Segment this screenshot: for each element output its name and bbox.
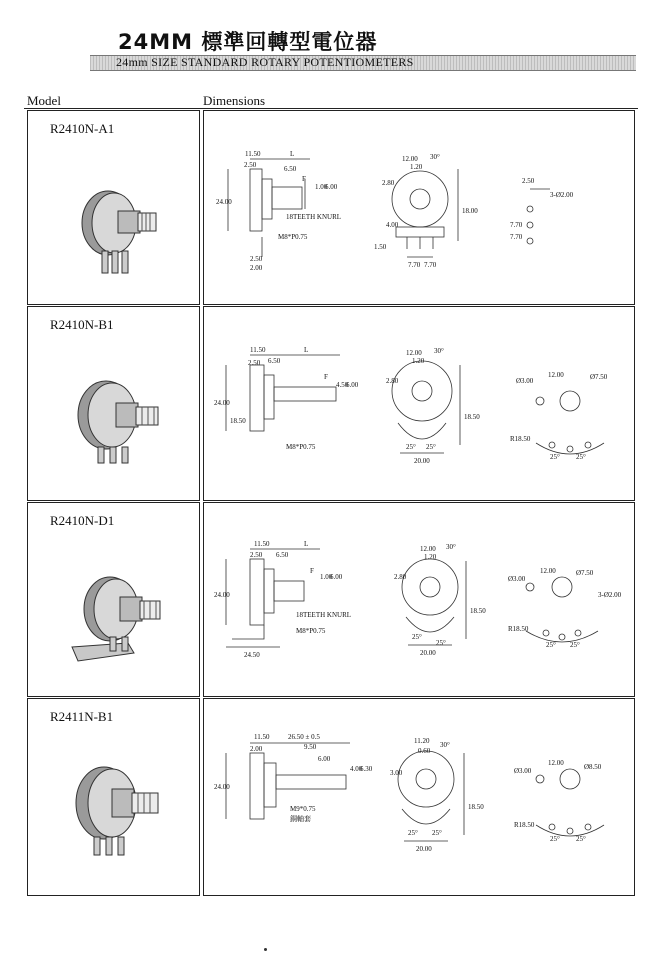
dim-label: 7.70 <box>510 233 523 241</box>
dimension-cell <box>203 502 635 697</box>
dim-label: 6.00 <box>318 755 331 763</box>
header-rule <box>24 108 638 109</box>
potentiometer-photo <box>68 171 178 281</box>
dim-label: 2.50 <box>248 359 261 367</box>
dim-label: R18.50 <box>510 435 531 443</box>
dim-label: 2.00 <box>250 745 263 753</box>
dim-label: 12.00 <box>540 567 556 575</box>
dim-label: 30° <box>446 543 456 551</box>
dim-label: 6.00 <box>346 381 359 389</box>
dim-label: 25° <box>576 453 586 461</box>
model-name: R2410N-D1 <box>50 513 115 528</box>
dim-label: L <box>304 346 309 354</box>
dim-label: 18TEETH KNURL <box>286 213 342 221</box>
dim-label: 6.50 <box>284 165 297 173</box>
dimension-cell <box>203 698 635 896</box>
dim-label: Ø3.00 <box>514 767 532 775</box>
dim-label: 2.50 <box>522 177 535 185</box>
dim-label: 25° <box>570 641 580 649</box>
dim-label: 18.50 <box>470 607 486 615</box>
dim-label: Ø3.00 <box>508 575 526 583</box>
dim-label: M8*P0.75 <box>296 627 326 635</box>
dim-label: 9.50 <box>304 743 317 751</box>
column-header-dimensions: Dimensions <box>203 93 266 108</box>
dim-label: 2.50 <box>250 551 263 559</box>
dim-label: 20.00 <box>420 649 436 657</box>
dim-label: 7.70 <box>424 261 437 269</box>
dim-label: Ø8.50 <box>584 763 602 771</box>
dimension-drawing <box>210 521 628 671</box>
dim-label: 24.50 <box>244 651 260 659</box>
dim-label: 18TEETH KNURL <box>296 611 352 619</box>
dimension-drawing <box>210 129 628 279</box>
dim-label: 7.70 <box>510 221 523 229</box>
dim-label: 2.80 <box>394 573 407 581</box>
dimension-cell <box>203 306 635 501</box>
dim-label: 24.00 <box>216 198 232 206</box>
model-name: R2411N-B1 <box>50 709 114 724</box>
dim-label: 25° <box>550 453 560 461</box>
dim-label: M8*P0.75 <box>286 443 316 451</box>
dim-label: 1.00 <box>320 573 333 581</box>
model-cell <box>27 306 200 501</box>
dim-label: 18.50 <box>468 803 484 811</box>
dim-label: F <box>310 567 314 575</box>
dim-label: 6.50 <box>268 357 281 365</box>
dim-label: 20.00 <box>414 457 430 465</box>
dim-label: 25° <box>408 829 418 837</box>
dim-label: 銅軸套 <box>290 815 311 823</box>
dim-label: 24.00 <box>214 591 230 599</box>
dim-label: 3-Ø2.00 <box>550 191 574 199</box>
dim-label: 4.00 <box>350 765 363 773</box>
dim-label: 25° <box>550 835 560 843</box>
dim-label: 7.70 <box>408 261 421 269</box>
dim-label: 12.00 <box>548 371 564 379</box>
dim-label: 1.20 <box>424 553 437 561</box>
dim-label: Ø7.50 <box>590 373 608 381</box>
dim-label: 1.00 <box>315 183 328 191</box>
model-name: R2410N-B1 <box>50 317 114 332</box>
dim-label: 11.50 <box>245 150 261 158</box>
dim-label: 11.20 <box>414 737 430 745</box>
dim-label: L <box>304 540 309 548</box>
dim-label: 11.50 <box>254 733 270 741</box>
dim-label: 18.50 <box>464 413 480 421</box>
dim-label: 24.00 <box>214 783 230 791</box>
dim-label: 30° <box>430 153 440 161</box>
dim-label: 25° <box>426 443 436 451</box>
dim-label: 1.20 <box>410 163 423 171</box>
dim-label: F <box>302 175 306 183</box>
dim-label: 18.50 <box>230 417 246 425</box>
dim-label: 12.00 <box>420 545 436 553</box>
dim-label: 6.00 <box>330 573 343 581</box>
dim-label: 12.00 <box>402 155 418 163</box>
dim-label: R18.50 <box>514 821 535 829</box>
dim-label: 12.00 <box>548 759 564 767</box>
model-cell <box>27 502 200 697</box>
dim-label: 1.20 <box>412 357 425 365</box>
dim-label: 2.50 <box>250 255 263 263</box>
page-title-cn: 24MM 標準回轉型電位器 <box>118 30 378 54</box>
dim-label: 2.80 <box>386 377 399 385</box>
dim-label: 4.00 <box>386 221 399 229</box>
potentiometer-photo <box>68 367 178 477</box>
dim-label: M8*P0.75 <box>278 233 308 241</box>
dim-label: 30° <box>440 741 450 749</box>
page-mark <box>264 948 267 951</box>
dim-label: 25° <box>546 641 556 649</box>
dimension-cell <box>203 110 635 305</box>
dim-label: 11.50 <box>254 540 270 548</box>
dim-label: 25° <box>432 829 442 837</box>
dim-label: 30° <box>434 347 444 355</box>
dim-label: 6.50 <box>276 551 289 559</box>
dim-label: 24.00 <box>214 399 230 407</box>
dimension-drawing <box>210 717 628 867</box>
dim-label: 12.00 <box>406 349 422 357</box>
dim-label: 2.80 <box>382 179 395 187</box>
dim-label: L <box>290 150 295 158</box>
dim-label: M9*0.75 <box>290 805 316 813</box>
dim-label: 26.50 ± 0.5 <box>288 733 320 741</box>
dim-label: Ø3.00 <box>516 377 534 385</box>
dim-label: 6.30 <box>360 765 373 773</box>
model-name: R2410N-A1 <box>50 121 115 136</box>
dim-label: 18.00 <box>462 207 478 215</box>
dim-label: 3.00 <box>390 769 403 777</box>
dim-label: 20.00 <box>416 845 432 853</box>
dim-label: 1.50 <box>374 243 387 251</box>
dim-label: 2.50 <box>244 161 257 169</box>
dim-label: 25° <box>436 639 446 647</box>
dim-label: 4.50 <box>336 381 349 389</box>
dim-label: 25° <box>576 835 586 843</box>
dim-label: R18.50 <box>508 625 529 633</box>
dim-label: 0.60 <box>418 747 431 755</box>
dimension-drawing <box>210 325 628 475</box>
dim-label: 25° <box>412 633 422 641</box>
dim-label: 11.50 <box>250 346 266 354</box>
model-cell <box>27 110 200 305</box>
dim-label: F <box>324 373 328 381</box>
page-title-en: 24mm SIZE STANDARD ROTARY POTENTIOMETERS <box>116 55 414 69</box>
potentiometer-photo <box>68 563 178 673</box>
dim-label: 6.00 <box>325 183 338 191</box>
dim-label: 2.00 <box>250 264 263 272</box>
dim-label: Ø7.50 <box>576 569 594 577</box>
potentiometer-photo <box>68 759 178 869</box>
model-cell <box>27 698 200 896</box>
dim-label: 3-Ø2.00 <box>598 591 622 599</box>
column-header-model: Model <box>27 93 61 108</box>
dim-label: 25° <box>406 443 416 451</box>
